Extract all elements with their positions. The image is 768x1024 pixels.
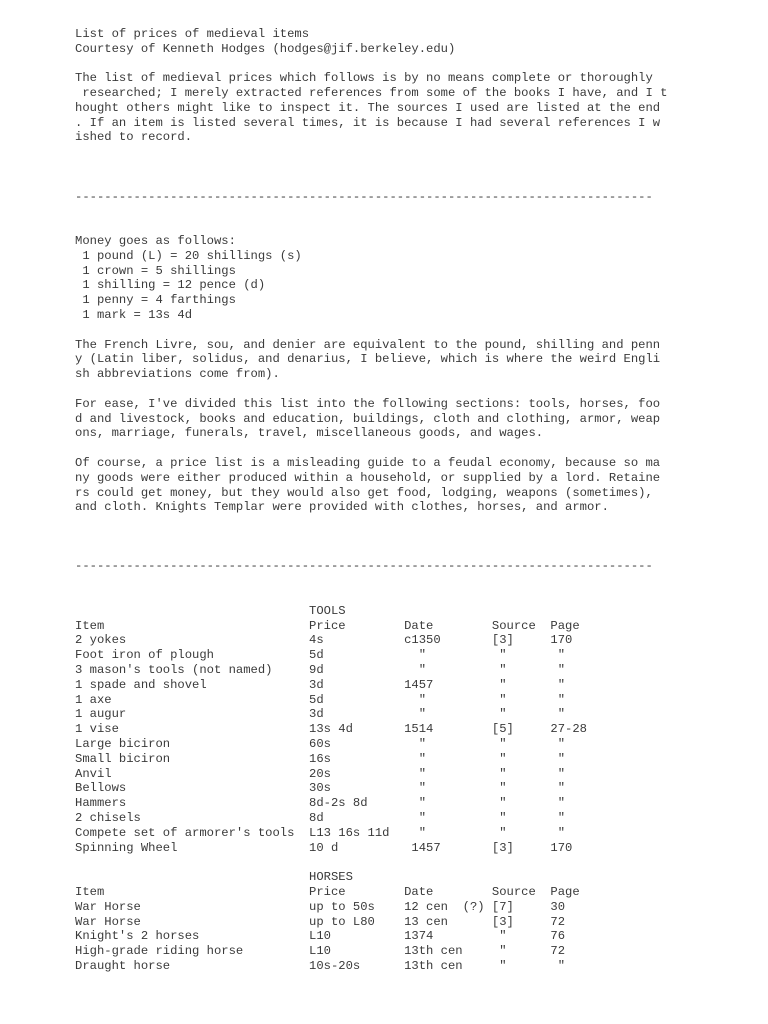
table-row: Spinning Wheel 10 d 1457 [3] 170 (75, 840, 573, 855)
sections-line: For ease, I've divided this list into the following sections: tools, horses, foo (75, 396, 661, 411)
money-line: 1 mark = 13s 4d (75, 307, 193, 322)
intro-line: researched; I merely extracted references from some of the books I have, and I t (75, 85, 668, 100)
table-row: War Horse up to L80 13 cen [3] 72 (75, 914, 566, 929)
feudal-line: Of course, a price list is a misleading guide to a feudal economy, because so ma (75, 455, 661, 470)
table-row: High-grade riding horse L10 13th cen " 72 (75, 944, 566, 959)
money-line: Money goes as follows: (75, 233, 236, 248)
table-row: Draught horse 10s-20s 13th cen " " (75, 959, 566, 973)
table-row: 1 spade and shovel 3d 1457 " " (75, 677, 566, 692)
money-line: 1 shilling = 12 pence (d) (75, 278, 266, 293)
table-row: 2 yokes 4s c1350 [3] 170 (75, 633, 573, 648)
money-line: 1 penny = 4 farthings (75, 293, 236, 308)
table-row: Small biciron 16s " " " (75, 751, 566, 766)
table-row: Bellows 30s " " " (75, 781, 566, 796)
horses-heading: HORSES (75, 870, 353, 885)
french-line: The French Livre, sou, and denier are equivalent to the pound, shilling and penn (75, 337, 661, 352)
table-row: Knight's 2 horses L10 1374 " 76 (75, 929, 566, 944)
horses-header-row: Item Price Date Source Page (75, 885, 580, 900)
intro-line: hought others might like to inspect it. The sources I used are listed at the end (75, 100, 661, 115)
table-row: War Horse up to 50s 12 cen (?) [7] 30 (75, 899, 566, 914)
feudal-line: and cloth. Knights Templar were provided with clothes, horses, and armor. (75, 500, 609, 515)
table-row: 1 augur 3d " " " (75, 707, 566, 722)
french-line: sh abbreviations come from). (75, 367, 280, 382)
feudal-line: ny goods were either produced within a household, or supplied by a lord. Retaine (75, 470, 661, 485)
tools-header-row: Item Price Date Source Page (75, 618, 580, 633)
feudal-line: rs could get money, but they would also get food, lodging, weapons (sometimes), (75, 485, 653, 500)
french-line: y (Latin liber, solidus, and denarius, I believe, which is where the weird Engli (75, 352, 661, 367)
table-row: 2 chisels 8d " " " (75, 811, 566, 826)
money-line: 1 crown = 5 shillings (75, 263, 236, 278)
tools-heading: TOOLS (75, 603, 346, 618)
table-row: 1 axe 5d " " " (75, 692, 566, 707)
sections-line: d and livestock, books and education, buildings, cloth and clothing, armor, weap (75, 411, 661, 426)
table-row: Large biciron 60s " " " (75, 737, 566, 752)
intro-line: . If an item is listed several times, it is because I had several references I w (75, 115, 661, 130)
separator: ------------------------------------------------------------------------------- (75, 559, 653, 574)
intro-line: ished to record. (75, 130, 193, 145)
table-row: Anvil 20s " " " (75, 766, 566, 781)
page-title: List of prices of medieval items (75, 26, 310, 41)
separator: ------------------------------------------------------------------------------- (75, 189, 653, 204)
table-row: 1 vise 13s 4d 1514 [5] 27-28 (75, 722, 587, 737)
courtesy-line: Courtesy of Kenneth Hodges (hodges@jif.berkeley.edu) (75, 41, 456, 56)
sections-line: ons, marriage, funerals, travel, miscellaneous goods, and wages. (75, 426, 544, 441)
table-row: 3 mason's tools (not named) 9d " " " (75, 663, 566, 678)
table-row: Foot iron of plough 5d " " " (75, 648, 566, 663)
document-body (75, 12, 695, 974)
table-row: Compete set of armorer's tools L13 16s 11d " " " (75, 825, 566, 840)
intro-line: The list of medieval prices which follows is by no means complete or thoroughly (75, 71, 653, 86)
table-row: Hammers 8d-2s 8d " " " (75, 796, 566, 811)
money-line: 1 pound (L) = 20 shillings (s) (75, 248, 302, 263)
